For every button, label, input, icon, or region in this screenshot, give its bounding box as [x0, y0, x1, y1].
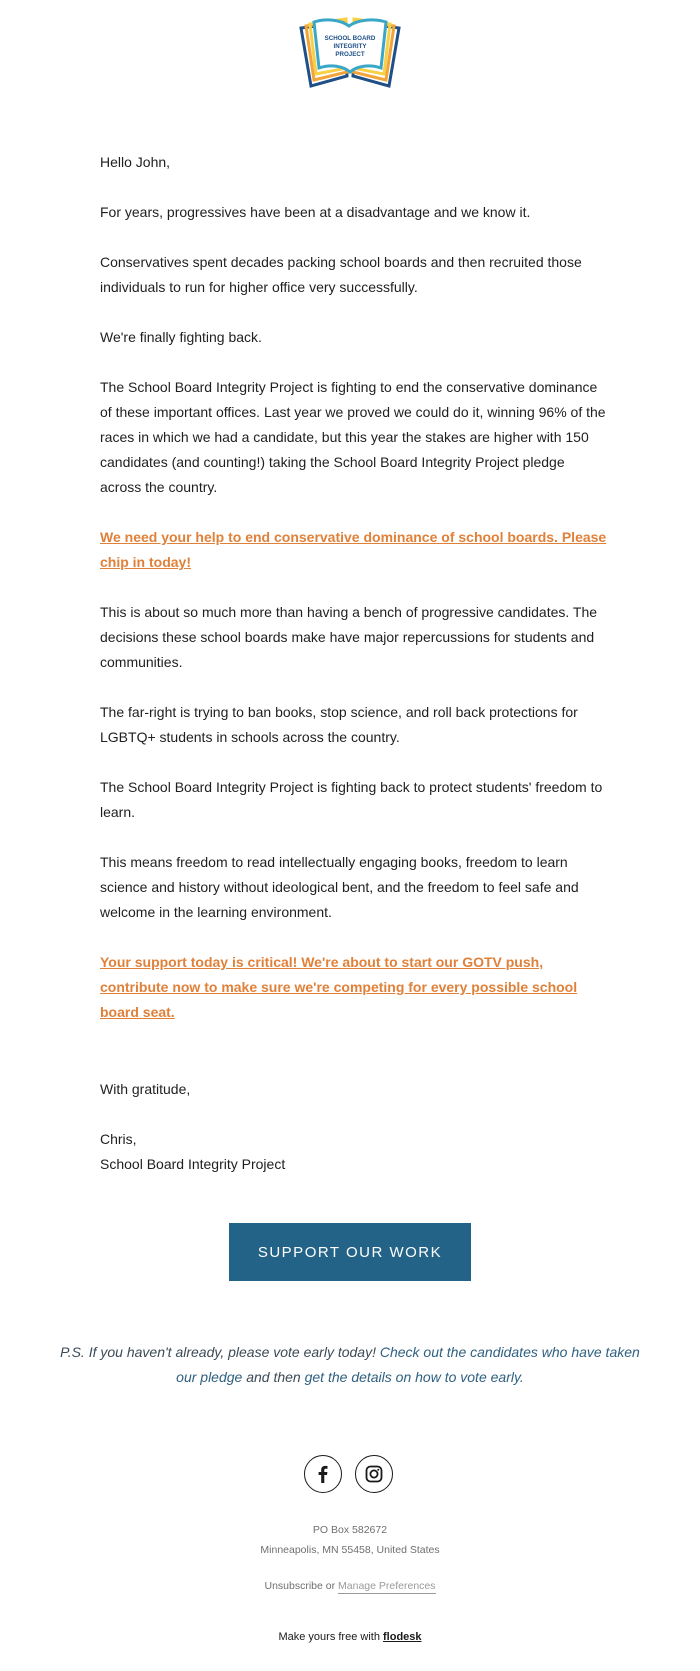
paragraph-1: For years, progressives have been at a disadvantage and we know it. — [100, 204, 531, 220]
ps-text-2: and then — [242, 1369, 305, 1385]
greeting: Hello John, — [100, 154, 171, 170]
paragraph-6: The far-right is trying to ban books, stop science, and roll back protections for LGBTQ+ students in schools across the country. — [100, 704, 578, 745]
school-board-integrity-project-logo — [297, 16, 403, 90]
gotv-contribute-link[interactable]: Your support today is critical! We're about to start our GOTV push, contribute now to make sure we're competing for every possible school board seat. — [100, 954, 578, 1020]
made-prefix: Make yours free with — [278, 1631, 384, 1643]
instagram-icon — [365, 1465, 383, 1483]
facebook-icon — [313, 1464, 333, 1484]
unsubscribe-link[interactable]: Unsubscribe — [264, 1580, 323, 1592]
paragraph-5: This is about so much more than having a bench of progressive candidates. The decisions these school boards make have major repercussions for students and communities. — [100, 604, 598, 670]
address-line-1: PO Box 582672 — [312, 1524, 388, 1536]
logo-line1: SCHOOL BOARD — [324, 35, 376, 42]
postscript — [50, 1340, 650, 1390]
facebook-button[interactable] — [304, 1455, 342, 1493]
social-links — [304, 1455, 396, 1495]
paragraph-3: We're finally fighting back. — [100, 329, 262, 345]
vote-early-details-link[interactable]: get the details on how to vote early. — [304, 1369, 524, 1385]
paragraph-7: The School Board Integrity Project is fighting back to protect students' freedom to learn. — [100, 779, 603, 820]
ps-text-1: P.S. If you haven't already, please vote early today! — [60, 1344, 380, 1360]
book-logo-icon — [297, 16, 403, 90]
mailing-address — [150, 1520, 550, 1560]
made-with-flodesk — [150, 1631, 550, 1643]
signer-name: Chris, — [100, 1131, 137, 1147]
paragraph-8: This means freedom to read intellectually engaging books, freedom to learn science and history without ideological bent, and the freedom to feel safe and welcome in the learning environment. — [100, 854, 579, 920]
subscription-links — [150, 1580, 550, 1592]
paragraph-2: Conservatives spent decades packing school boards and then recruited those individuals to run for higher office very successfully. — [100, 254, 582, 295]
address-line-2: Minneapolis, MN 55458, United States — [260, 1544, 440, 1556]
logo-line3: PROJECT — [335, 51, 365, 58]
signoff — [100, 1077, 608, 1177]
candidates-pledge-link[interactable]: Check out the candidates who have taken our pledge — [176, 1344, 640, 1385]
or-text: or — [322, 1580, 339, 1592]
closing: With gratitude, — [100, 1081, 191, 1097]
manage-preferences-link[interactable]: Manage Preferences — [338, 1580, 436, 1592]
paragraph-4: The School Board Integrity Project is fighting to end the conservative dominance of these important offices. Last year we proved we could do it, winning 96% of the races in which we had a candidate, but this year the stakes are higher with 150 candidates (and counting!) taking the School Board Integrity Project pledge across the country. — [100, 379, 606, 495]
cta-paragraph-1 — [100, 525, 608, 575]
flodesk-link[interactable]: flodesk — [383, 1631, 422, 1643]
logo-line2: INTEGRITY — [333, 43, 367, 50]
instagram-button[interactable] — [355, 1455, 393, 1493]
signer-org: School Board Integrity Project — [100, 1156, 286, 1172]
support-our-work-button[interactable]: SUPPORT OUR WORK — [229, 1223, 471, 1281]
cta-paragraph-2 — [100, 950, 608, 1025]
email-body — [100, 150, 608, 1050]
chip-in-link[interactable]: We need your help to end conservative dominance of school boards. Please chip in today! — [100, 529, 607, 570]
